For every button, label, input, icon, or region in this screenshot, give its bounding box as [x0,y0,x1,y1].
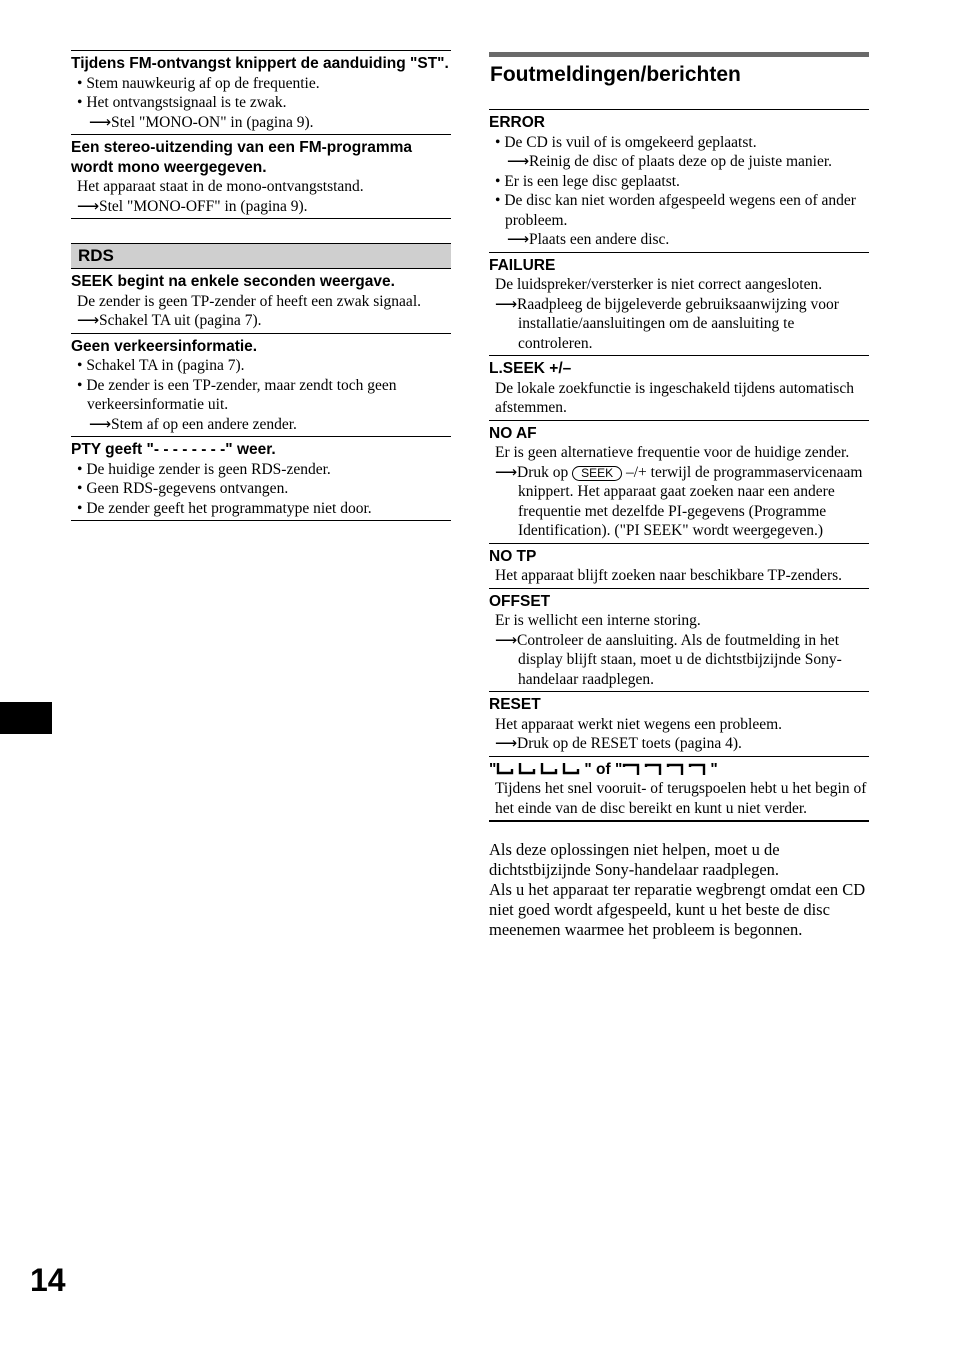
body-text: De lokale zoekfunctie is ingeschakeld tijdens automatisch afstemmen. [495,379,854,416]
arrow-item: ⟶Stem af op een andere zender. [89,415,297,433]
page-title: Foutmeldingen/berichten [489,52,869,109]
arrow-icon: ⟶ [89,113,112,131]
bullet-item: • Stem nauwkeurig af op de frequentie. [77,74,320,92]
section-heading: Geen verkeersinformatie. [71,337,258,355]
section-heading: RESET [489,696,541,713]
bullet-item: • De zender geeft het programmatype niet door. [77,499,372,517]
section-failure [489,252,869,356]
bullet-item: • De huidige zender is geen RDS-zender. [77,460,331,478]
arrow-icon: ⟶ [495,295,518,313]
arrow-item: ⟶Schakel TA uit (pagina 7). [77,312,262,329]
section-heading: " " of " " [489,760,718,778]
section-seek [71,269,451,333]
arrow-item: ⟶Reinig de disc of plaats deze op de juiste manier. [507,153,833,170]
body-text: Het apparaat blijft zoeken naar beschikbare TP-zenders. [495,567,843,584]
section-heading: OFFSET [489,592,551,610]
side-tab-marker [0,702,52,734]
arrow-icon: ⟶ [507,231,530,248]
bullet-item: • Geen RDS-gegevens ontvangen. [77,480,289,497]
rds-header: RDS [71,243,451,269]
body-text: Er is wellicht een interne storing. [495,612,701,629]
bullet-item: • Het ontvangstsignaal is te zwak. [77,94,287,111]
arrow-icon: ⟶ [507,153,530,170]
bullet-item: • Schakel TA in (pagina 7). [77,357,245,374]
section-no-tp [489,543,869,588]
arrow-icon: ⟶ [89,415,112,433]
arrow-item: ⟶Stel "MONO-OFF" in (pagina 9). [77,197,308,215]
bullet-item: • Er is een lege disc geplaatst. [495,172,680,190]
section-error [489,109,869,252]
section-no-af [489,420,869,543]
segment-top-icons [622,761,710,778]
bullet-item: • De zender is een TP-zender, maar zendt toch geen verkeersinformatie uit. [77,376,397,413]
bullet-item: • De disc kan niet worden afgespeeld wegens een of ander probleem. [495,192,856,229]
arrow-item: ⟶Druk op SEEK –/+ terwijl de programmaservicenaam knippert. Het apparaat gaat zoeken naar een andere frequentie met dezelfde PI-gegevens (Programme Identification). ("PI SEEK" wordt weergegeven.) [495,463,863,539]
section-traffic [71,333,451,437]
section-heading: NO TP [489,547,537,565]
arrow-icon: ⟶ [495,631,518,649]
left-column [71,50,451,521]
body-text: Het apparaat werkt niet wegens een probleem. [495,715,783,733]
body-text: Het apparaat staat in de mono-ontvangststand. [77,178,364,195]
closing-text: Als u het apparaat ter reparatie wegbrengt omdat een CD niet goed wordt afgespeeld, kunt u het beste de disc meenemen waarmee het probleem is begonnen. [489,880,866,939]
section-lseek [489,355,869,420]
section-reset [489,691,869,756]
arrow-icon: ⟶ [77,197,100,215]
bullet-item: • De CD is vuil of is omgekeerd geplaatst. [495,133,757,151]
section-heading: Tijdens FM-ontvangst knippert de aanduiding "ST". [71,55,449,72]
arrow-icon: ⟶ [495,735,518,752]
arrow-item: ⟶Raadpleeg de bijgeleverde gebruiksaanwijzing voor installatie/aansluitingen om de aansluiting te controleren. [495,295,839,352]
section-heading: PTY geeft "- - - - - - - -" weer. [71,441,276,458]
body-text: De luidspreker/versterker is niet correct aangesloten. [495,276,823,293]
section-heading: NO AF [489,424,537,442]
arrow-icon: ⟶ [77,312,100,329]
body-text: Er is geen alternatieve frequentie voor de huidige zender. [495,444,850,461]
section-offset [489,588,869,692]
arrow-item: ⟶Controleer de aansluiting. Als de foutmelding in het display blijft staan, moet u de dichtstbijzijnde Sony-handelaar raadplegen. [495,631,842,688]
section-heading: Een stereo-uitzending van een FM-programma wordt mono weergegeven. [71,139,413,176]
body-text: Tijdens het snel vooruit- of terugspoelen hebt u het begin of het einde van de disc bereikt en kunt u niet verder. [495,780,867,817]
section-segment-display [489,756,869,823]
section-heading: L.SEEK +/– [489,360,572,377]
right-column [489,52,869,940]
seek-button-label: SEEK [572,466,622,481]
arrow-icon: ⟶ [495,463,518,481]
section-fm-st [71,50,451,134]
body-text: De zender is geen TP-zender of heeft een zwak signaal. [77,292,421,310]
arrow-item: ⟶Plaats een andere disc. [507,231,670,248]
section-pty [71,436,451,521]
arrow-item: ⟶Druk op de RESET toets (pagina 4). [495,735,742,752]
closing-paragraph [489,840,869,940]
arrow-item: ⟶Stel "MONO-ON" in (pagina 9). [89,113,314,131]
section-heading: FAILURE [489,256,556,274]
section-fm-mono [71,134,451,219]
section-heading: SEEK begint na enkele seconden weergave. [71,273,395,290]
page-number: 14 [30,1262,66,1298]
segment-bottom-icons [496,761,584,778]
closing-text: Als deze oplossingen niet helpen, moet u de dichtstbijzijnde Sony-handelaar raadplegen. [489,840,780,879]
section-heading: ERROR [489,114,545,131]
